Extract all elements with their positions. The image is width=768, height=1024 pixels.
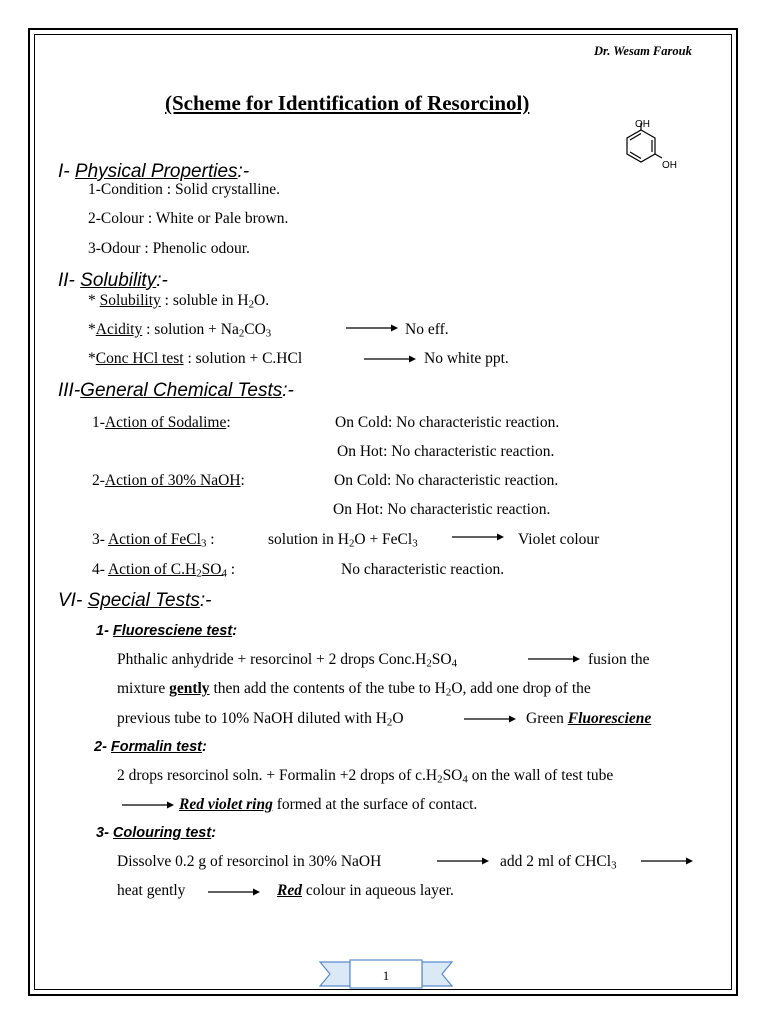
sodalime-label: 1-Action of Sodalime: <box>92 414 231 431</box>
page-title: (Scheme for Identification of Resorcinol) <box>165 91 530 115</box>
h2so4-result: No characteristic reaction. <box>341 561 505 578</box>
fecl3-label: 3- Action of FeCl$_3$ : <box>92 531 215 550</box>
section-special-heading: VI- Special Tests:- <box>58 590 212 611</box>
arrow-icon <box>437 855 489 867</box>
arrow-icon <box>641 855 693 867</box>
naoh-label: 2-Action of 30% NaOH: <box>92 472 245 489</box>
physical-item: 2-Colour : White or Pale brown. <box>88 210 289 227</box>
h2so4-label: 4- Action of $C.H_2SO_4$ : <box>92 561 236 580</box>
fecl3-reaction: solution in $H_2O$ + FeCl$_3$ <box>268 531 418 550</box>
arrow-icon <box>346 322 398 334</box>
formalin-line-1: 2 drops resorcinol soln. + Formalin +2 drops of $c.H_2SO_4$ on the wall of test tube <box>117 767 614 786</box>
colouring-line-2b: Red colour in aqueous layer. <box>277 882 454 899</box>
sodalime-hot: On Hot: No characteristic reaction. <box>337 443 555 460</box>
arrow-icon <box>452 531 504 543</box>
arrow-icon <box>464 713 516 725</box>
conc-hcl-result: No white ppt. <box>424 350 509 367</box>
fluoresciene-test-heading: 1- Fluoresciene test: <box>96 623 238 639</box>
formalin-line-2: Red violet ring formed at the surface of contact. <box>179 796 478 813</box>
sodalime-cold: On Cold: No characteristic reaction. <box>335 414 560 431</box>
resorcinol-structure <box>610 116 690 184</box>
fluoresciene-line-2: mixture gently then add the contents of the tube to $H_2O$, add one drop of the <box>117 680 591 699</box>
fluoresciene-line-3: previous tube to 10% NaOH diluted with $H_2O$ <box>117 710 404 729</box>
arrow-icon <box>528 653 580 665</box>
oh-label-top: OH <box>635 119 650 130</box>
formalin-test-heading: 2- Formalin test: <box>94 739 207 755</box>
physical-item: 3-Odour : Phenolic odour. <box>88 240 250 257</box>
colouring-line-1b: add 2 ml of CHCl$_3$ <box>500 853 617 872</box>
colouring-line-2a: heat gently <box>117 882 186 899</box>
physical-item: 1-Condition : Solid crystalline. <box>88 181 281 198</box>
page-number-ribbon <box>318 958 454 992</box>
arrow-icon <box>208 886 260 898</box>
naoh-hot: On Hot: No characteristic reaction. <box>333 501 551 518</box>
page-number: 1 <box>382 968 390 983</box>
fluoresciene-line-1-end: fusion the <box>588 651 650 668</box>
section-solubility-heading: II- Solubility:- <box>58 270 168 291</box>
naoh-cold: On Cold: No characteristic reaction. <box>334 472 559 489</box>
author-name: Dr. Wesam Farouk <box>594 44 692 58</box>
fluoresciene-line-1: Phthalic anhydride + resorcinol + 2 drops $Conc.H_2SO_4$ <box>117 651 458 670</box>
arrow-icon <box>364 353 416 365</box>
fecl3-result: Violet colour <box>518 531 600 548</box>
section-physical-heading: I- Physical Properties:- <box>58 161 250 182</box>
acidity-line: *Acidity : solution + $Na_2CO_3$ <box>88 321 272 340</box>
acidity-result: No eff. <box>405 321 449 338</box>
section-general-heading: III-General Chemical Tests:- <box>58 380 294 401</box>
arrow-icon <box>122 799 174 811</box>
solubility-line: * Solubility : soluble in $H_2O$. <box>88 292 270 311</box>
conc-hcl-line: *Conc HCl test : solution + C.HCl <box>88 350 303 367</box>
colouring-line-1a: Dissolve 0.2 g of resorcinol in 30% NaOH <box>117 853 382 870</box>
colouring-test-heading: 3- Colouring test: <box>96 825 217 841</box>
fluoresciene-result: Green Fluoresciene <box>526 710 652 727</box>
oh-label-bottom: OH <box>662 160 677 171</box>
